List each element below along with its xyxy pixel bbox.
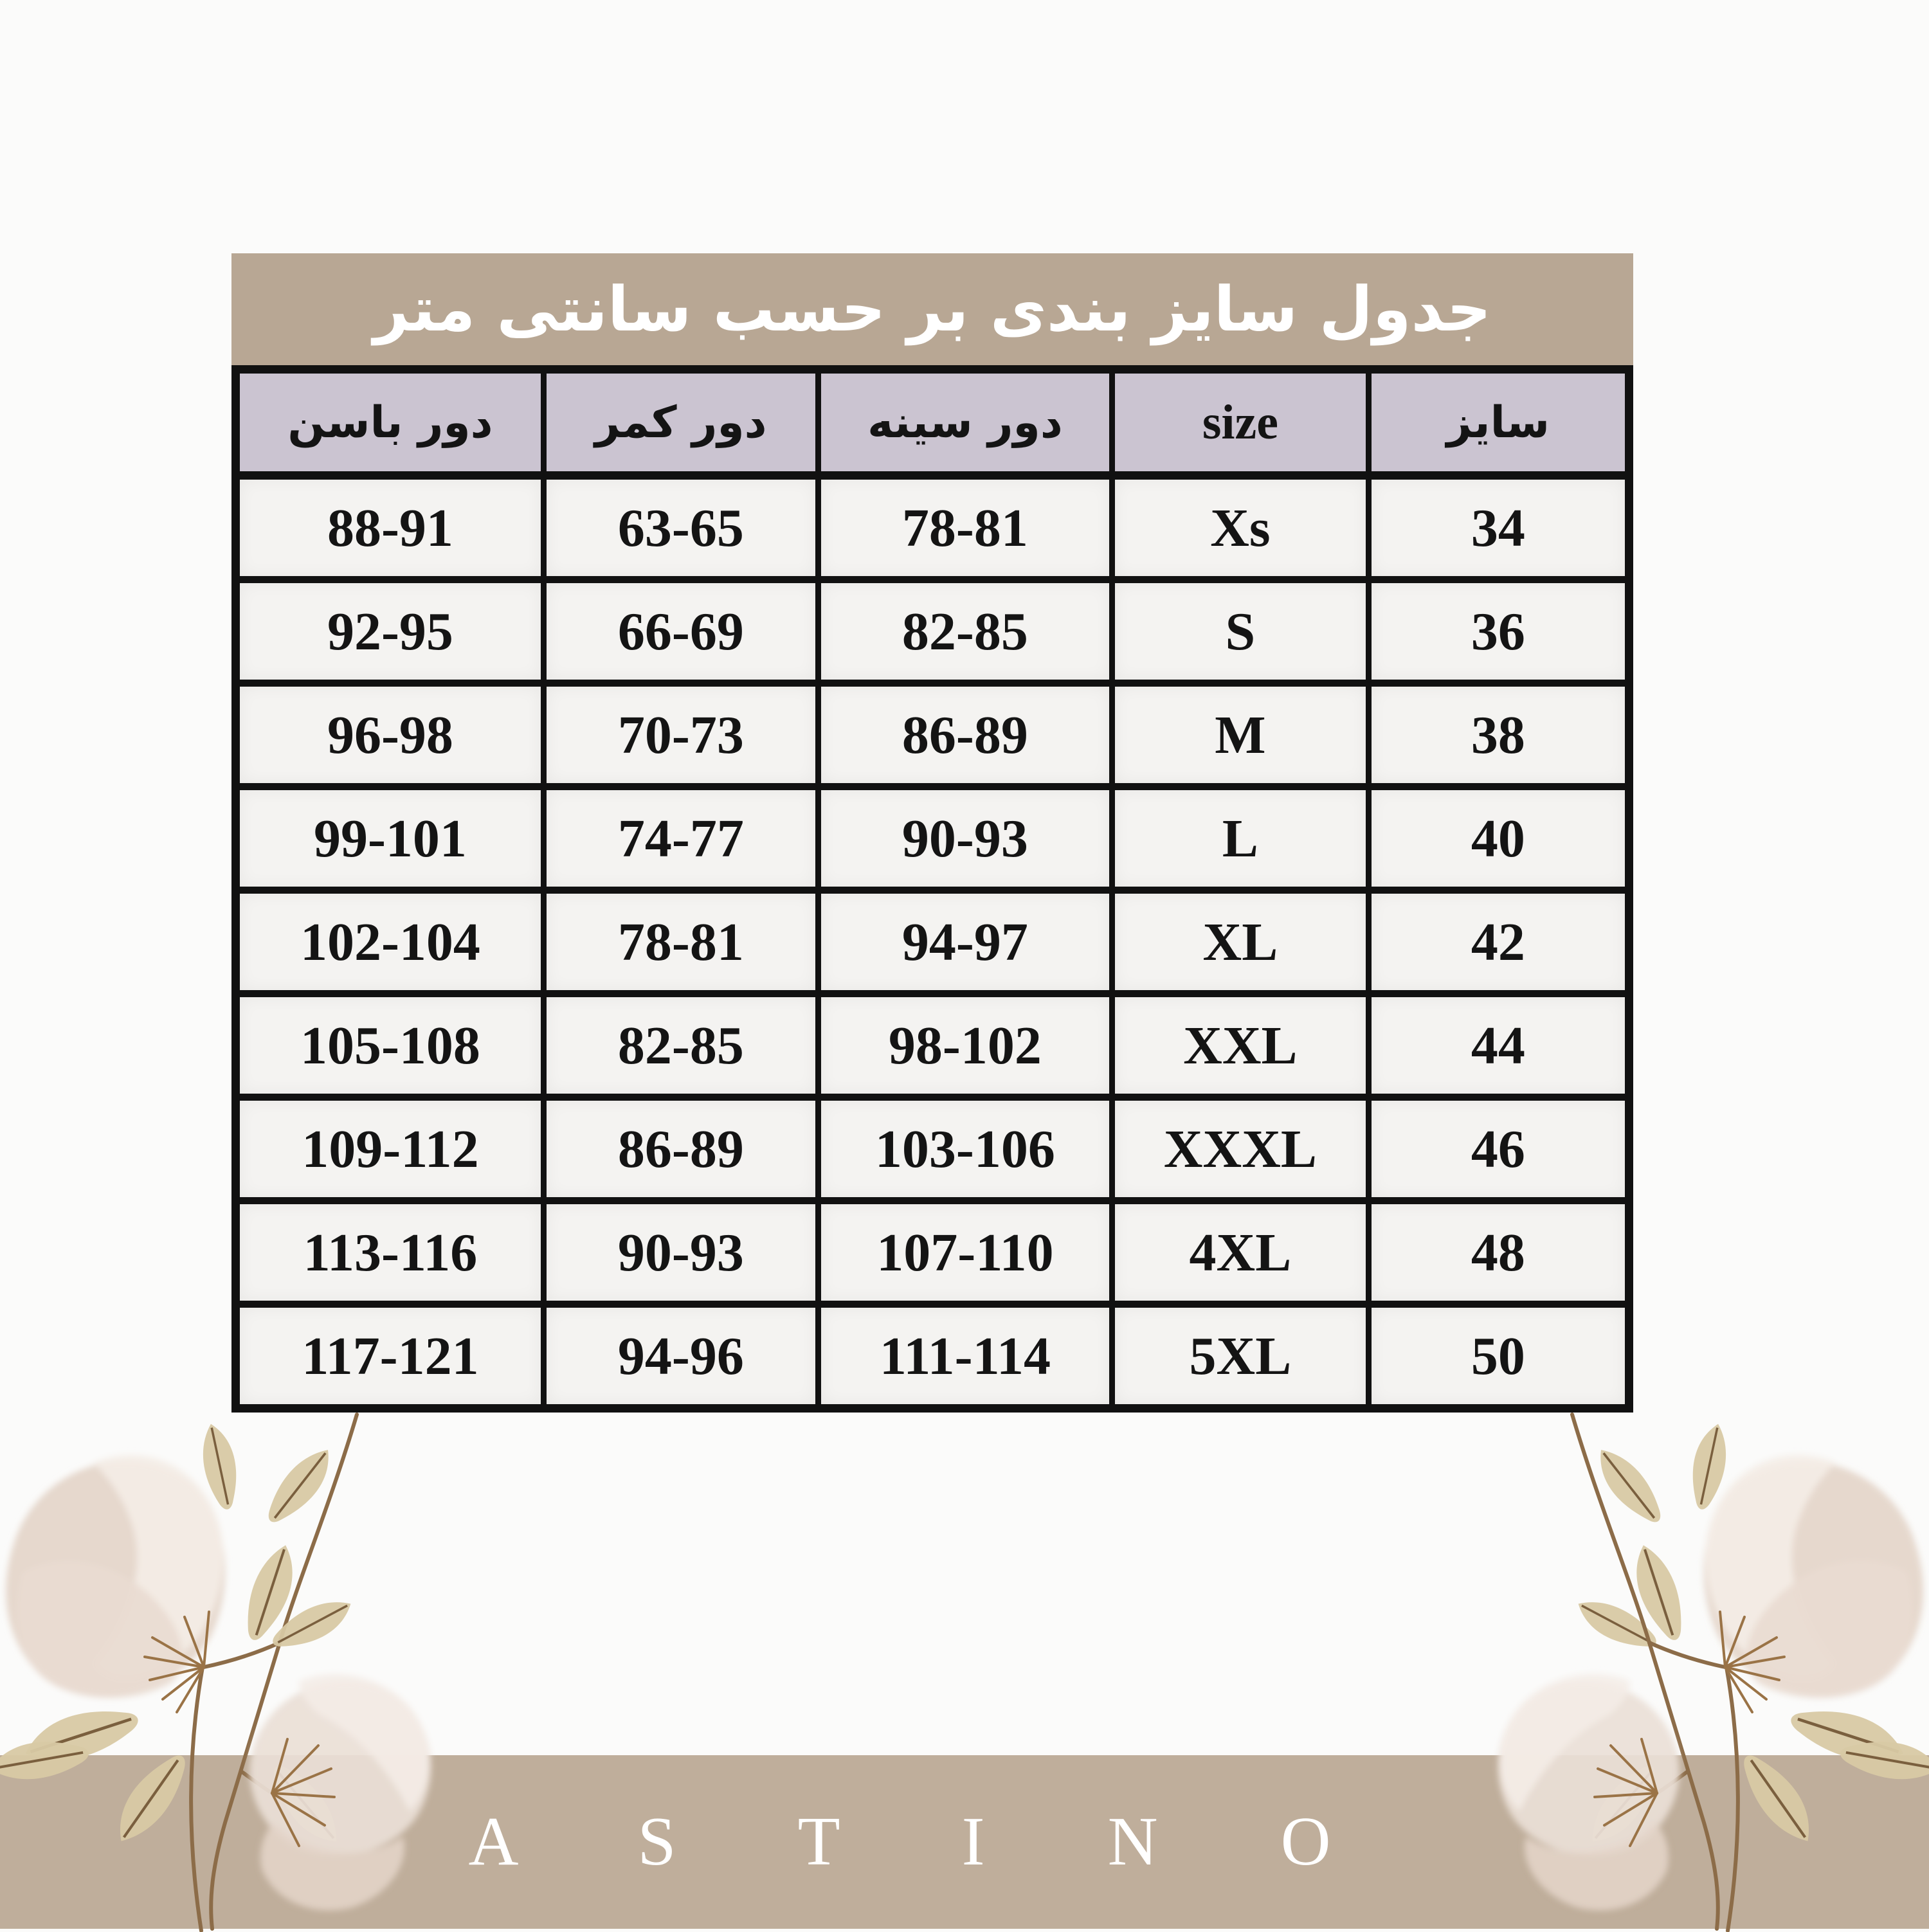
table-row: [236, 683, 1629, 787]
table-cell: 42: [1368, 890, 1629, 994]
table-cell: 74-77: [543, 787, 818, 890]
table-row: [236, 994, 1629, 1097]
table-cell: 63-65: [543, 476, 818, 580]
table-cell: 78-81: [543, 890, 818, 994]
table-row: [236, 580, 1629, 683]
table-cell: 86-89: [543, 1097, 818, 1201]
column-header: دور باسن: [236, 370, 544, 476]
table-cell: 78-81: [818, 476, 1112, 580]
table-cell: 34: [1368, 476, 1629, 580]
table-cell: 99-101: [236, 787, 544, 890]
table-cell: XXL: [1112, 994, 1369, 1097]
table-header-row: [236, 370, 1629, 476]
table-cell: M: [1112, 683, 1369, 787]
table-cell: 107-110: [818, 1201, 1112, 1305]
table-cell: 44: [1368, 994, 1629, 1097]
table-cell: 94-96: [543, 1305, 818, 1409]
table-cell: 40: [1368, 787, 1629, 890]
column-header: سایز: [1368, 370, 1629, 476]
table-cell: 103-106: [818, 1097, 1112, 1201]
table-cell: 48: [1368, 1201, 1629, 1305]
column-header: دور کمر: [543, 370, 818, 476]
table-row: [236, 1201, 1629, 1305]
table-cell: 109-112: [236, 1097, 544, 1201]
table-cell: 5XL: [1112, 1305, 1369, 1409]
table-cell: XL: [1112, 890, 1369, 994]
table-row: [236, 787, 1629, 890]
table-cell: 36: [1368, 580, 1629, 683]
table-cell: 90-93: [543, 1201, 818, 1305]
table-cell: 98-102: [818, 994, 1112, 1097]
table-cell: 82-85: [543, 994, 818, 1097]
table-row: [236, 1305, 1629, 1409]
table-cell: 96-98: [236, 683, 544, 787]
table-cell: 111-114: [818, 1305, 1112, 1409]
table-cell: 94-97: [818, 890, 1112, 994]
brand-wordmark: A S T I N O: [468, 1803, 1384, 1880]
table-cell: 117-121: [236, 1305, 544, 1409]
table-cell: 4XL: [1112, 1201, 1369, 1305]
table-row: [236, 1097, 1629, 1201]
column-header: size: [1112, 370, 1369, 476]
table-cell: 102-104: [236, 890, 544, 994]
table-cell: 66-69: [543, 580, 818, 683]
table-cell: 70-73: [543, 683, 818, 787]
table-cell: 50: [1368, 1305, 1629, 1409]
size-table: [231, 365, 1633, 1413]
table-cell: L: [1112, 787, 1369, 890]
table-cell: 46: [1368, 1097, 1629, 1201]
table-cell: 88-91: [236, 476, 544, 580]
table-row: [236, 890, 1629, 994]
table-cell: 38: [1368, 683, 1629, 787]
column-header: دور سینه: [818, 370, 1112, 476]
table-cell: 90-93: [818, 787, 1112, 890]
table-cell: Xs: [1112, 476, 1369, 580]
table-cell: 82-85: [818, 580, 1112, 683]
table-cell: S: [1112, 580, 1369, 683]
table-cell: 105-108: [236, 994, 544, 1097]
table-cell: 92-95: [236, 580, 544, 683]
table-row: [236, 476, 1629, 580]
table-cell: XXXL: [1112, 1097, 1369, 1201]
table-cell: 113-116: [236, 1201, 544, 1305]
table-body: [236, 476, 1629, 1409]
table-cell: 86-89: [818, 683, 1112, 787]
size-chart-title: جدول سایز بندی بر حسب سانتی متر: [231, 253, 1633, 365]
